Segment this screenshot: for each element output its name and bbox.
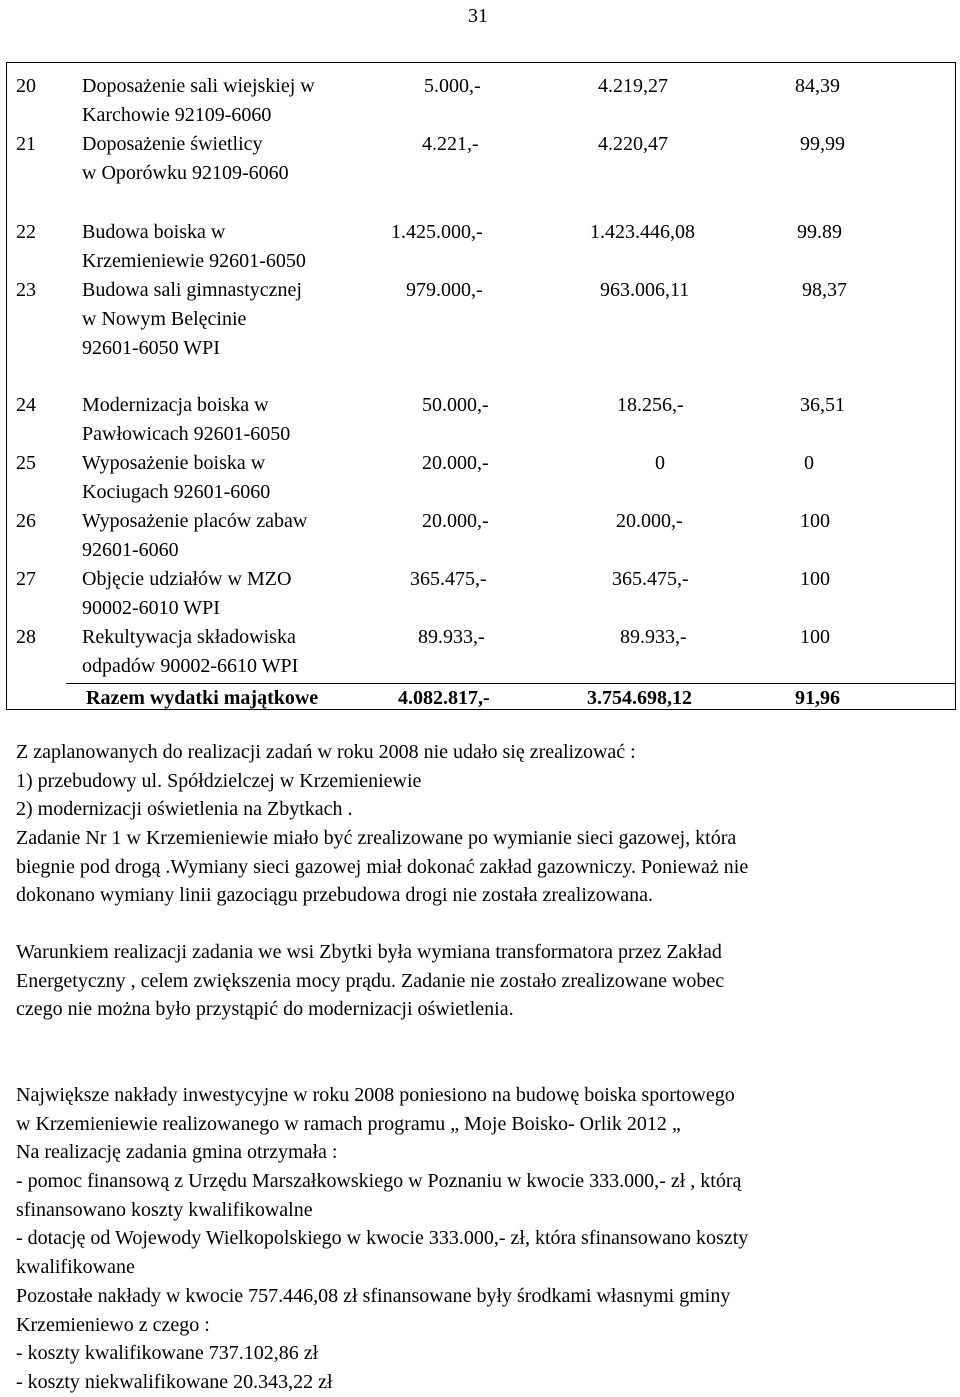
row-description-line: Rekultywacja składowiska [82, 626, 296, 648]
planned-amount: 4.221,- [422, 133, 479, 155]
percent-executed: 84,39 [795, 75, 840, 97]
planned-amount: 365.475,- [410, 568, 487, 590]
paragraph-zbytki-condition [16, 938, 946, 1024]
row-description-line: odpadów 90002-6610 WPI [82, 655, 299, 677]
paragraph-line: Na realizację zadania gmina otrzymała : [16, 1141, 338, 1164]
executed-amount: 0 [655, 452, 665, 474]
paragraph-line: sfinansowano koszty kwalifikowalne [16, 1198, 313, 1221]
row-description-line: Doposażenie sali wiejskiej w [82, 75, 315, 97]
row-number: 28 [16, 626, 36, 648]
paragraph-line: Zadanie Nr 1 w Krzemieniewie miało być zrealizowane po wymianie sieci gazowej, która [16, 827, 737, 850]
row-description-line: Krzemieniewie 92601-6050 [82, 250, 306, 272]
row-description-line: 92601-6060 [82, 539, 179, 561]
percent-executed: 100 [800, 626, 830, 648]
row-number: 21 [16, 133, 36, 155]
planned-amount: 979.000,- [406, 279, 483, 301]
total-plan: 4.082.817,- [398, 687, 490, 709]
paragraph-line: Warunkiem realizacji zadania we wsi Zbytki była wymiana transformatora przez Zakład [16, 941, 722, 963]
row-description-line: Budowa boiska w [82, 221, 226, 243]
executed-amount: 89.933,- [620, 626, 687, 648]
paragraph-largest-investments [16, 1081, 946, 1397]
paragraph-line: Krzemieniewo z czego : [16, 1313, 210, 1336]
percent-executed: 0 [804, 452, 814, 474]
paragraph-line: - pomoc finansową z Urzędu Marszałkowskiego w Poznaniu w kwocie 333.000,- zł , którą [16, 1170, 742, 1193]
paragraph-line: Największe nakłady inwestycyjne w roku 2008 poniesiono na budowę boiska sportowego [16, 1084, 735, 1106]
row-number: 25 [16, 452, 36, 474]
row-number: 22 [16, 221, 36, 243]
row-number: 20 [16, 75, 36, 97]
planned-amount: 1.425.000,- [391, 221, 483, 243]
row-description-line: Objęcie udziałów w MZO [82, 568, 292, 590]
executed-amount: 20.000,- [616, 510, 683, 532]
executed-amount: 963.006,11 [600, 279, 690, 301]
row-description-line: w Nowym Belęcinie [82, 308, 247, 330]
planned-amount: 89.933,- [418, 626, 485, 648]
executed-amount: 1.423.446,08 [590, 221, 695, 243]
row-description-line: Modernizacja boiska w [82, 394, 269, 416]
row-number: 26 [16, 510, 36, 532]
paragraph-line: kwalifikowane [16, 1256, 135, 1279]
executed-amount: 4.219,27 [598, 75, 668, 97]
paragraph-line: dokonano wymiany linii gazociągu przebudowa drogi nie została zrealizowana. [16, 884, 653, 907]
row-description-line: Wyposażenie placów zabaw [82, 510, 308, 532]
paragraph-line: - dotację od Wojewody Wielkopolskiego w kwocie 333.000,- zł, która sfinansowano koszty [16, 1227, 749, 1250]
percent-executed: 98,37 [802, 279, 847, 301]
paragraph-unrealized-tasks [16, 738, 946, 910]
row-description-line: 90002-6010 WPI [82, 597, 220, 619]
paragraph-line: Z zaplanowanych do realizacji zadań w roku 2008 nie udało się zrealizować : [16, 741, 636, 763]
paragraph-line: 1) przebudowy ul. Spółdzielczej w Krzemieniewie [16, 769, 422, 792]
percent-executed: 100 [800, 510, 830, 532]
row-description-line: Wyposażenie boiska w [82, 452, 266, 474]
percent-executed: 36,51 [800, 394, 845, 416]
percent-executed: 100 [800, 568, 830, 590]
row-description-line: Doposażenie świetlicy [82, 133, 263, 155]
paragraph-line: w Krzemieniewie realizowanego w ramach programu „ Moje Boisko- Orlik 2012 „ [16, 1112, 681, 1135]
total-percent: 91,96 [795, 687, 840, 709]
percent-executed: 99.89 [797, 221, 842, 243]
row-number: 27 [16, 568, 36, 590]
paragraph-line: - koszty niekwalifikowane 20.343,22 zł [16, 1370, 333, 1393]
total-exec: 3.754.698,12 [587, 687, 692, 709]
executed-amount: 4.220,47 [598, 133, 668, 155]
row-description-line: w Oporówku 92109-6060 [82, 162, 289, 184]
executed-amount: 18.256,- [617, 394, 684, 416]
total-label: Razem wydatki majątkowe [86, 687, 319, 709]
row-number: 24 [16, 394, 36, 416]
row-description-line: 92601-6050 WPI [82, 337, 220, 359]
planned-amount: 20.000,- [422, 510, 489, 532]
paragraph-line: 2) modernizacji oświetlenia na Zbytkach . [16, 798, 353, 821]
percent-executed: 99,99 [800, 133, 845, 155]
paragraph-line: czego nie można było przystąpić do modernizacji oświetlenia. [16, 998, 514, 1021]
row-number: 23 [16, 279, 36, 301]
planned-amount: 50.000,- [422, 394, 489, 416]
row-description-line: Pawłowicach 92601-6050 [82, 423, 291, 445]
planned-amount: 5.000,- [424, 75, 481, 97]
paragraph-line: biegnie pod drogą .Wymiany sieci gazowej miał dokonać zakład gazowniczy. Ponieważ nie [16, 855, 749, 878]
paragraph-line: Pozostałe nakłady w kwocie 757.446,08 zł sfinansowane były środkami własnymi gminy [16, 1284, 731, 1307]
paragraph-line: Energetyczny , celem zwiększenia mocy prądu. Zadanie nie zostało zrealizowane wobec [16, 969, 725, 992]
paragraph-line: - koszty kwalifikowane 737.102,86 zł [16, 1342, 319, 1365]
page-number: 31 [468, 5, 488, 27]
executed-amount: 365.475,- [612, 568, 689, 590]
row-description-line: Kociugach 92601-6060 [82, 481, 271, 503]
planned-amount: 20.000,- [422, 452, 489, 474]
row-description-line: Karchowie 92109-6060 [82, 104, 272, 126]
row-description-line: Budowa sali gimnastycznej [82, 279, 302, 301]
